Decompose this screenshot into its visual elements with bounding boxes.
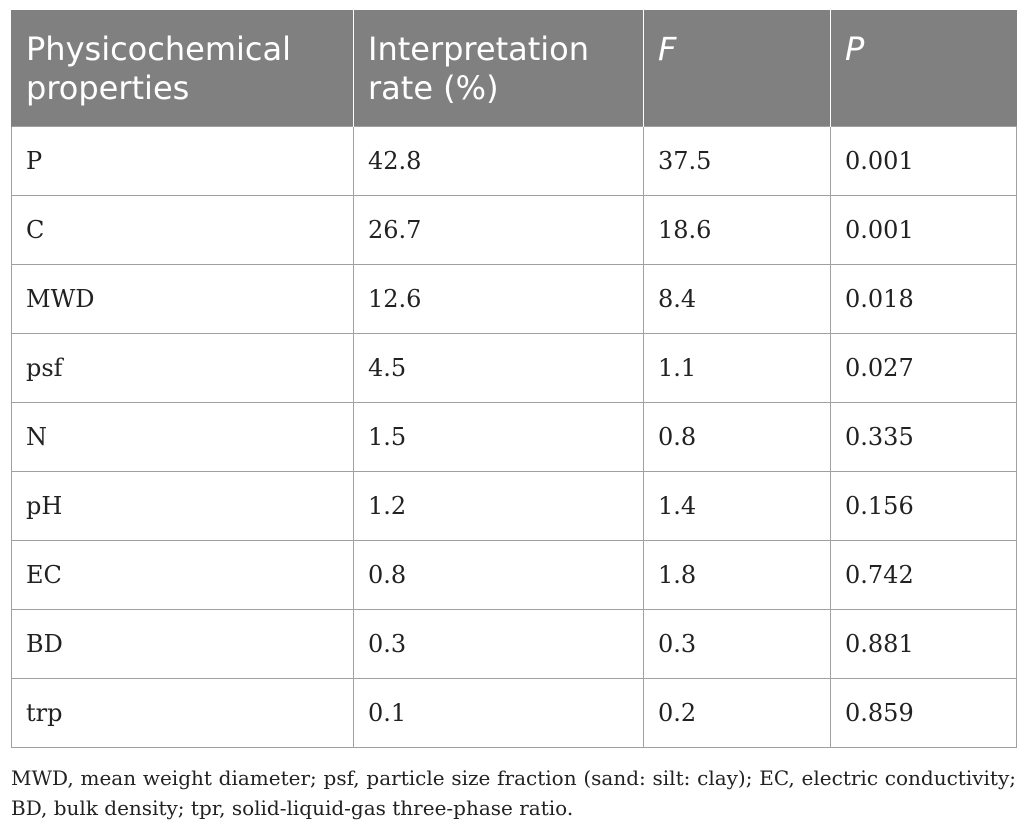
cell-p: 0.335 — [831, 403, 1017, 472]
header-interpretation-rate: Interpretation rate (%) — [354, 10, 644, 127]
cell-property: trp — [12, 679, 354, 748]
cell-interpretation-rate: 12.6 — [354, 265, 644, 334]
cell-p: 0.018 — [831, 265, 1017, 334]
cell-property: pH — [12, 472, 354, 541]
cell-p: 0.881 — [831, 610, 1017, 679]
table-row — [12, 196, 1017, 265]
cell-interpretation-rate: 0.8 — [354, 541, 644, 610]
cell-property: BD — [12, 610, 354, 679]
results-table-container — [11, 10, 1016, 748]
table-row — [12, 334, 1017, 403]
cell-interpretation-rate: 0.3 — [354, 610, 644, 679]
table-row — [12, 403, 1017, 472]
table-row — [12, 679, 1017, 748]
results-table — [11, 10, 1017, 748]
cell-f: 0.2 — [644, 679, 831, 748]
cell-property: EC — [12, 541, 354, 610]
table-footnote: MWD, mean weight diameter; psf, particle size fraction (sand: silt: clay); EC, electric conductivity; BD, bulk density; tpr, solid-liquid-gas three-phase ratio. — [11, 766, 1016, 820]
cell-interpretation-rate: 26.7 — [354, 196, 644, 265]
table-row — [12, 127, 1017, 196]
header-p: P — [831, 10, 1017, 127]
cell-f: 37.5 — [644, 127, 831, 196]
cell-property: P — [12, 127, 354, 196]
cell-p: 0.027 — [831, 334, 1017, 403]
cell-p: 0.156 — [831, 472, 1017, 541]
cell-f: 0.3 — [644, 610, 831, 679]
cell-interpretation-rate: 42.8 — [354, 127, 644, 196]
cell-f: 1.1 — [644, 334, 831, 403]
table-row — [12, 472, 1017, 541]
cell-interpretation-rate: 0.1 — [354, 679, 644, 748]
cell-f: 1.8 — [644, 541, 831, 610]
cell-property: N — [12, 403, 354, 472]
cell-p: 0.001 — [831, 127, 1017, 196]
header-f: F — [644, 10, 831, 127]
header-physicochemical-properties: Physicochemical properties — [12, 10, 354, 127]
cell-interpretation-rate: 4.5 — [354, 334, 644, 403]
cell-f: 8.4 — [644, 265, 831, 334]
cell-interpretation-rate: 1.2 — [354, 472, 644, 541]
cell-property: MWD — [12, 265, 354, 334]
cell-p: 0.742 — [831, 541, 1017, 610]
cell-interpretation-rate: 1.5 — [354, 403, 644, 472]
table-row — [12, 541, 1017, 610]
table-row — [12, 265, 1017, 334]
cell-property: C — [12, 196, 354, 265]
cell-property: psf — [12, 334, 354, 403]
cell-p: 0.001 — [831, 196, 1017, 265]
cell-f: 1.4 — [644, 472, 831, 541]
cell-f: 18.6 — [644, 196, 831, 265]
cell-f: 0.8 — [644, 403, 831, 472]
table-row — [12, 610, 1017, 679]
cell-p: 0.859 — [831, 679, 1017, 748]
table-header-row — [12, 10, 1017, 127]
